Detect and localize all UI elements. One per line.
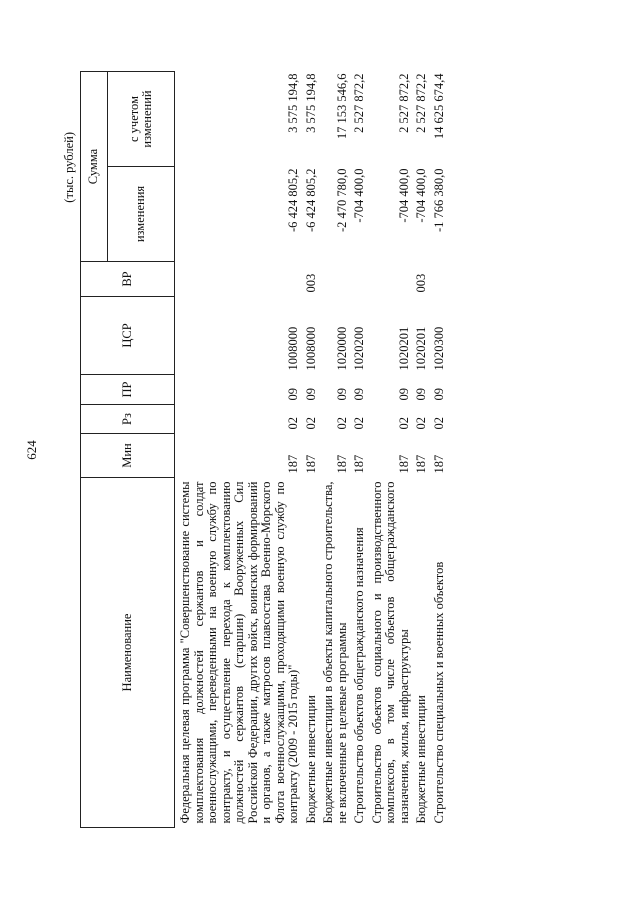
row-min: 187 — [414, 454, 428, 474]
row-name: Строительство объектов общегражданского назначения — [352, 527, 366, 824]
row-name: Бюджетные инвестиции — [303, 695, 318, 824]
row-csr: 1020000 — [334, 326, 349, 371]
row-min: 187 — [334, 454, 349, 474]
row-pr: 09 — [431, 388, 446, 401]
row-csr: 1020200 — [352, 326, 366, 371]
row-change: -1 766 380,0 — [431, 168, 446, 233]
row-vr — [429, 262, 447, 297]
row-csr: 1020201 — [396, 326, 411, 371]
units-note: (тыс. рублей) — [62, 132, 76, 203]
row-rz: 02 — [414, 417, 428, 430]
header-csr: ЦСР — [81, 297, 175, 375]
row-vr — [367, 262, 412, 297]
row-total: 3 575 194,8 — [303, 73, 318, 133]
row-name: Строительство объектов социального и производственного комплексов, в том числе объектов общегражданского назначения, жилья, инфраструктуры — [369, 481, 411, 824]
row-vr — [349, 262, 367, 297]
page-number: 624 — [24, 440, 39, 460]
row-vr — [175, 262, 301, 297]
table-row — [301, 72, 319, 828]
row-csr: 1020300 — [431, 326, 446, 371]
row-pr: 09 — [303, 388, 318, 401]
row-change: -6 424 805,2 — [286, 168, 300, 233]
row-csr: 1008000 — [286, 326, 300, 371]
row-change: -6 424 805,2 — [303, 168, 318, 233]
row-change: -2 470 780,0 — [334, 168, 349, 233]
row-rz: 02 — [352, 417, 366, 430]
row-name: Федеральная целевая программа "Совершенствование системы комплектования должностей сержантов и солдат военнослужащими, переведенными на военную службу по контракту, и осуществление перехода к комплектованию должностей сержантов (старшин) Вооруженных Сил Российской Федерации, других войск, воинских формирований и органов, а также матросов плавсостава Военно-Морского Флота военнослужащими, проходящими военную службу по контракту (2009 - 2015 годы)" — [178, 481, 300, 824]
header-with-change: с учетом изменений — [108, 72, 175, 167]
row-total: 14 625 674,4 — [431, 73, 446, 140]
row-name: Бюджетные инвестиции — [414, 695, 428, 824]
header-name: Наименование — [81, 478, 175, 828]
table-row — [349, 72, 367, 828]
table-row — [367, 72, 412, 828]
row-pr: 09 — [396, 388, 411, 401]
header-rz: Рз — [81, 405, 175, 434]
table-body — [175, 72, 447, 828]
row-csr: 1008000 — [303, 326, 318, 371]
row-min: 187 — [352, 454, 366, 474]
row-pr: 09 — [334, 388, 349, 401]
row-total: 2 527 872,2 — [396, 73, 411, 133]
row-pr: 09 — [286, 388, 300, 401]
row-vr: 003 — [303, 273, 318, 293]
row-min: 187 — [303, 454, 318, 474]
row-total: 17 153 546,6 — [334, 73, 349, 140]
row-change: -704 400,0 — [352, 168, 366, 223]
row-vr: 003 — [414, 273, 428, 293]
row-min: 187 — [286, 454, 300, 474]
row-pr: 09 — [414, 388, 428, 401]
header-sum: Сумма — [81, 72, 108, 262]
row-rz: 02 — [334, 417, 349, 430]
row-total: 2 527 872,2 — [352, 73, 366, 133]
header-change: изменения — [108, 167, 175, 262]
table-header — [81, 72, 175, 828]
row-total: 3 575 194,8 — [286, 73, 300, 133]
row-rz: 02 — [396, 417, 411, 430]
row-csr: 1020201 — [414, 326, 428, 371]
table-row — [175, 72, 301, 828]
row-min: 187 — [396, 454, 411, 474]
header-vr: ВР — [81, 262, 175, 297]
row-rz: 02 — [431, 417, 446, 430]
table-row — [429, 72, 447, 828]
row-rz: 02 — [303, 417, 318, 430]
row-total: 2 527 872,2 — [414, 73, 428, 133]
row-change: -704 400,0 — [396, 168, 411, 223]
row-rz: 02 — [286, 417, 300, 430]
header-min: Мин — [81, 434, 175, 478]
row-pr: 09 — [352, 388, 366, 401]
row-vr — [318, 262, 349, 297]
budget-table — [80, 71, 446, 828]
row-name: Строительство специальных и военных объектов — [431, 561, 446, 824]
row-name: Бюджетные инвестиции в объекты капитального строительства, не включенные в целевые программы — [321, 481, 349, 824]
table-row — [411, 72, 429, 828]
row-change: -704 400,0 — [414, 168, 428, 223]
row-min: 187 — [431, 454, 446, 474]
header-pr: ПР — [81, 375, 175, 405]
table-row — [318, 72, 349, 828]
